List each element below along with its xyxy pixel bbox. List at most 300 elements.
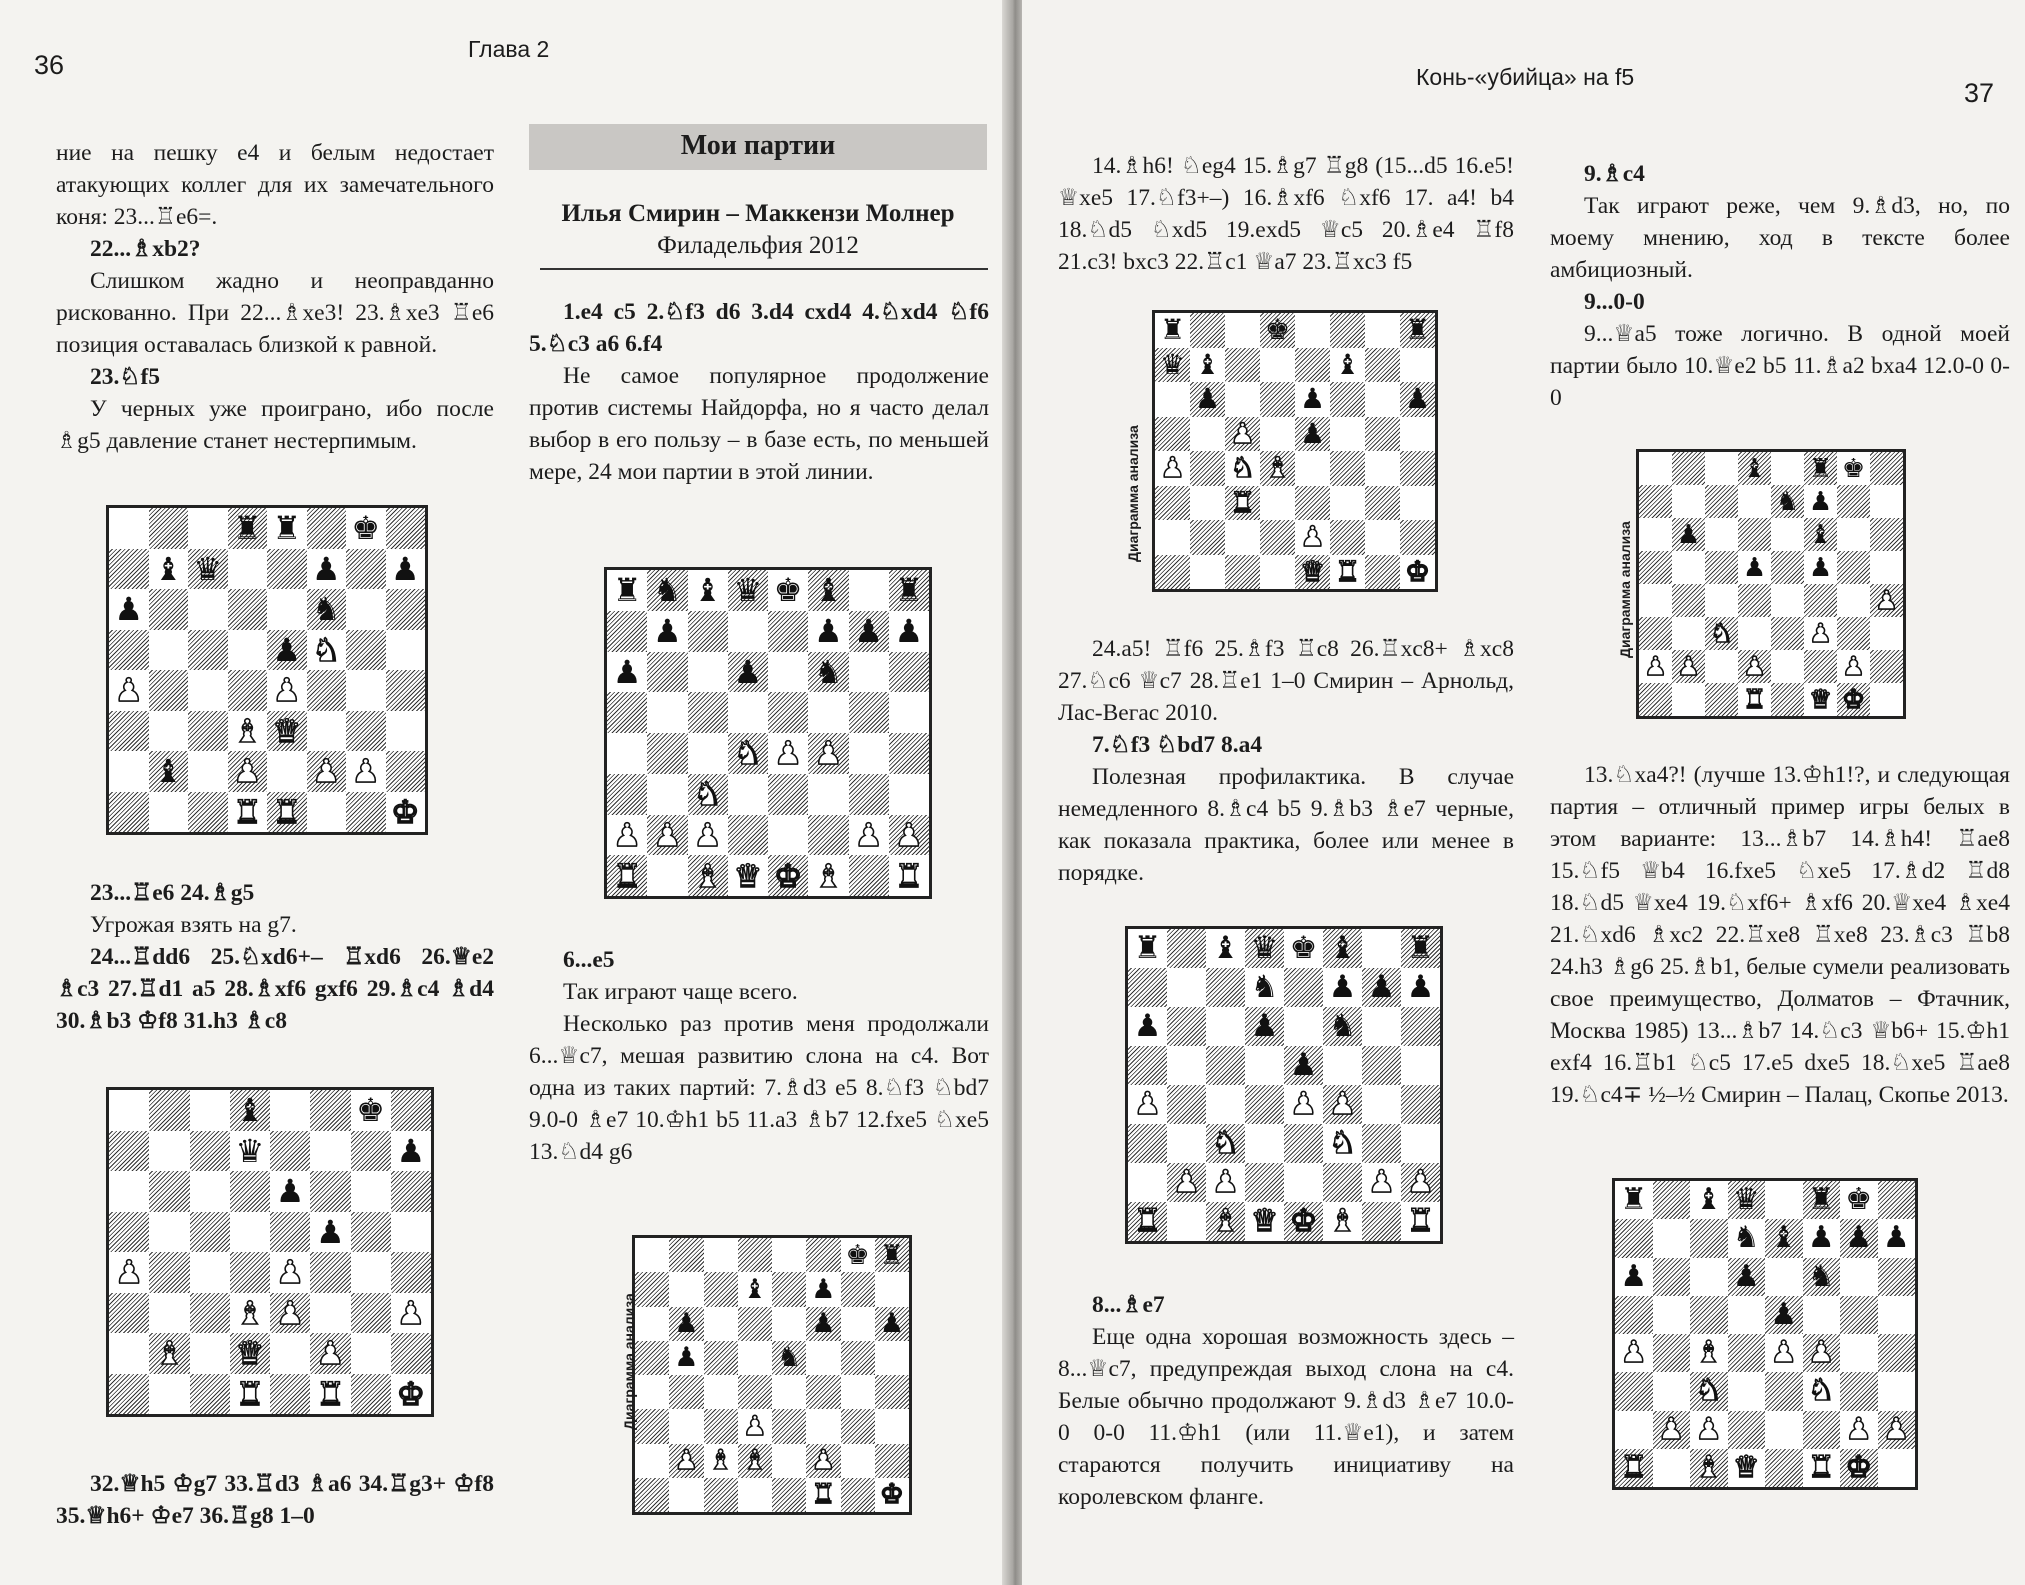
board-square xyxy=(728,570,768,611)
board-square xyxy=(1295,313,1330,348)
move-line: 32.♕h5 ♔g7 33.♖d3 ♗a6 34.♖g3+ ♔f8 35.♕h6+ ♔e7 36.♖g8 1–0 xyxy=(56,1471,494,1529)
board-square xyxy=(738,1375,772,1409)
board-square xyxy=(1837,650,1870,683)
board-square xyxy=(768,692,808,733)
move-line: 24...♖dd6 25.♘xd6+– ♖xd6 26.♕e2 ♗c3 27.♖d1 a5 28.♗xf6 gxf6 29.♗c4 ♗d4 30.♗b3 ♔f8 31.h3 ♗c8 xyxy=(56,944,494,1034)
board-square xyxy=(768,815,808,856)
board-square xyxy=(109,1131,149,1172)
board-square xyxy=(647,692,687,733)
black-pawn-icon: ♟ xyxy=(1882,1220,1910,1256)
board-square xyxy=(1690,1449,1728,1487)
board-square xyxy=(149,549,189,590)
board-square xyxy=(1206,1202,1245,1241)
black-queen-icon: ♛ xyxy=(1732,1182,1760,1218)
board-square xyxy=(1128,1124,1167,1163)
board-square xyxy=(228,751,268,792)
white-pawn-icon: ♟ xyxy=(1770,1335,1798,1371)
board-square xyxy=(1245,968,1284,1007)
left-page xyxy=(0,0,1008,1585)
board-square xyxy=(1837,617,1870,650)
board-square xyxy=(1155,486,1190,521)
board-square xyxy=(1401,1046,1440,1085)
board-square xyxy=(1878,1372,1916,1410)
board-square xyxy=(1870,650,1903,683)
board-square xyxy=(889,855,929,896)
board-square xyxy=(1639,485,1672,518)
board-square xyxy=(1672,617,1705,650)
white-pawn-icon: ♟ xyxy=(272,671,302,710)
right-column-text-1 xyxy=(1058,150,1514,278)
board-square xyxy=(1401,929,1440,968)
white-queen-icon: ♛ xyxy=(235,1334,265,1373)
running-header-right: Конь-«убийца» на f5 xyxy=(1416,64,1635,90)
black-rook-icon: ♜ xyxy=(1620,1182,1648,1218)
board-square xyxy=(669,1444,703,1478)
black-king-icon: ♚ xyxy=(773,571,803,610)
board-grid xyxy=(1128,929,1440,1241)
board-square xyxy=(1362,968,1401,1007)
board-square xyxy=(841,1307,875,1341)
board-square xyxy=(738,1478,772,1512)
board-square xyxy=(1738,485,1771,518)
board-square xyxy=(704,1409,738,1443)
board-square xyxy=(772,1272,806,1306)
board-square xyxy=(307,670,347,711)
black-pawn-icon: ♟ xyxy=(1367,969,1396,1005)
left-column-text-3 xyxy=(56,1468,494,1532)
white-knight-icon: ♞ xyxy=(1695,1373,1723,1409)
white-pawn-icon: ♟ xyxy=(1133,1086,1162,1122)
black-pawn-icon: ♟ xyxy=(1676,519,1701,550)
board-square xyxy=(1837,485,1870,518)
move-line: 23...♖e6 24.♗g5 xyxy=(90,880,255,906)
board-square xyxy=(1639,518,1672,551)
section-title: Мои партии xyxy=(529,124,987,170)
board-square xyxy=(1870,617,1903,650)
board-square xyxy=(1705,683,1738,716)
white-rook-icon: ♜ xyxy=(1334,554,1361,588)
black-pawn-icon: ♟ xyxy=(1404,382,1431,416)
board-square xyxy=(1615,1449,1653,1487)
black-pawn-icon: ♟ xyxy=(894,612,924,651)
black-bishop-icon: ♝ xyxy=(1328,930,1357,966)
board-square xyxy=(1330,313,1365,348)
black-pawn-icon: ♟ xyxy=(1328,969,1357,1005)
white-pawn-icon: ♟ xyxy=(653,815,682,854)
diagram-caption: Диаграмма анализа xyxy=(1617,521,1633,658)
board-square xyxy=(149,589,189,630)
board-square xyxy=(190,1131,230,1172)
board-square xyxy=(1837,584,1870,617)
board-square xyxy=(808,815,848,856)
board-square xyxy=(1690,1296,1728,1334)
board-square xyxy=(190,1374,230,1415)
board-square xyxy=(109,751,149,792)
board-square xyxy=(1362,1046,1401,1085)
board-square xyxy=(1615,1219,1653,1257)
board-square xyxy=(1765,1258,1803,1296)
board-square xyxy=(704,1272,738,1306)
commentary-paragraph: 9...♕a5 тоже логично. В одной моей партии было 10.♕e2 b5 11.♗a2 bxa4 12.0-0 0-0 xyxy=(1550,321,2010,411)
black-pawn-icon: ♟ xyxy=(1845,1220,1873,1256)
board-square xyxy=(1362,1085,1401,1124)
commentary-paragraph: 24.a5! ♖f6 25.♗f3 ♖c8 26.♖xc8+ ♗xc8 27.♘c6 ♕c7 28.♖e1 1–0 Смирин – Арнольд, Лас-Вегас 2010. xyxy=(1058,636,1514,726)
white-pawn-icon: ♟ xyxy=(114,1253,144,1292)
board-square xyxy=(230,1090,270,1131)
white-pawn-icon: ♟ xyxy=(674,1445,699,1477)
board-square xyxy=(728,692,768,733)
board-square xyxy=(270,1171,310,1212)
board-square xyxy=(1362,1124,1401,1163)
board-square xyxy=(230,1131,270,1172)
board-square xyxy=(768,733,808,774)
game-header xyxy=(529,198,987,262)
board-square xyxy=(1245,929,1284,968)
white-king-icon: ♚ xyxy=(1289,1203,1318,1239)
board-square xyxy=(188,630,228,671)
board-square xyxy=(1128,1085,1167,1124)
board-square xyxy=(109,1293,149,1334)
board-square xyxy=(1284,968,1323,1007)
board-square xyxy=(1295,555,1330,590)
board-square xyxy=(768,570,808,611)
board-square xyxy=(188,549,228,590)
board-square xyxy=(647,652,687,693)
white-knight-icon: ♞ xyxy=(1328,1125,1357,1161)
board-square xyxy=(351,1171,391,1212)
board-square xyxy=(768,855,808,896)
white-bishop-icon: ♝ xyxy=(232,711,262,750)
board-grid xyxy=(109,1090,431,1414)
board-square xyxy=(1284,1124,1323,1163)
board-square xyxy=(1837,518,1870,551)
board-square xyxy=(1705,485,1738,518)
board-square xyxy=(188,751,228,792)
black-knight-icon: ♞ xyxy=(1328,1008,1357,1044)
board-square xyxy=(1330,348,1365,383)
white-pawn-icon: ♟ xyxy=(275,1293,305,1332)
board-square xyxy=(1653,1258,1691,1296)
board-square xyxy=(149,670,189,711)
board-square xyxy=(228,589,268,630)
board-square xyxy=(351,1131,391,1172)
board-square xyxy=(806,1409,840,1443)
board-square xyxy=(1190,348,1225,383)
black-bishop-icon: ♝ xyxy=(153,752,183,791)
black-bishop-icon: ♝ xyxy=(235,1091,265,1130)
board-square xyxy=(1295,382,1330,417)
board-square xyxy=(230,1374,270,1415)
board-square xyxy=(1765,1219,1803,1257)
board-square xyxy=(704,1444,738,1478)
board-square xyxy=(607,692,647,733)
board-square xyxy=(1615,1411,1653,1449)
board-square xyxy=(1245,1007,1284,1046)
board-square xyxy=(669,1238,703,1272)
board-square xyxy=(310,1212,350,1253)
black-pawn-icon: ♟ xyxy=(1807,1220,1835,1256)
board-square xyxy=(1615,1296,1653,1334)
white-pawn-icon: ♟ xyxy=(1406,1164,1435,1200)
board-square xyxy=(270,1212,310,1253)
board-square xyxy=(270,1333,310,1374)
board-square xyxy=(607,611,647,652)
white-pawn-icon: ♟ xyxy=(1874,585,1899,616)
board-square xyxy=(647,570,687,611)
white-pawn-icon: ♟ xyxy=(316,1334,345,1373)
black-pawn-icon: ♟ xyxy=(1620,1258,1648,1294)
board-square xyxy=(1225,520,1260,555)
white-bishop-icon: ♝ xyxy=(1695,1449,1723,1485)
white-pawn-icon: ♟ xyxy=(1299,520,1326,554)
board-square xyxy=(109,1252,149,1293)
board-square xyxy=(346,630,386,671)
black-rook-icon: ♜ xyxy=(894,571,924,610)
white-rook-icon: ♜ xyxy=(894,856,924,895)
board-square xyxy=(1295,451,1330,486)
board-square xyxy=(1330,520,1365,555)
black-king-icon: ♚ xyxy=(1841,453,1866,484)
board-square xyxy=(1672,650,1705,683)
board-square xyxy=(1738,683,1771,716)
board-square xyxy=(1672,551,1705,584)
board-square xyxy=(351,1374,391,1415)
board-square xyxy=(351,1212,391,1253)
board-square xyxy=(1653,1449,1691,1487)
board-square xyxy=(738,1272,772,1306)
board-square xyxy=(267,792,307,833)
board-square xyxy=(841,1341,875,1375)
board-square xyxy=(1804,485,1837,518)
move-line: 1.e4 c5 2.♘f3 d6 3.d4 cxd4 4.♘xd4 ♘f6 5.♘c3 a6 6.f4 xyxy=(529,299,989,357)
black-pawn-icon: ♟ xyxy=(674,1342,699,1374)
board-square xyxy=(1323,1085,1362,1124)
board-square xyxy=(386,670,426,711)
board-square xyxy=(1639,617,1672,650)
board-square xyxy=(190,1293,230,1334)
board-square xyxy=(307,792,347,833)
board-square xyxy=(1615,1258,1653,1296)
board-square xyxy=(1878,1449,1916,1487)
board-square xyxy=(1128,968,1167,1007)
black-queen-icon: ♛ xyxy=(1250,930,1279,966)
board-square xyxy=(738,1444,772,1478)
board-square xyxy=(1365,486,1400,521)
white-bishop-icon: ♝ xyxy=(235,1293,265,1332)
board-square xyxy=(1804,650,1837,683)
chess-diagram xyxy=(1636,449,1906,719)
board-square xyxy=(149,1090,189,1131)
black-king-icon: ♚ xyxy=(351,509,381,548)
board-square xyxy=(1690,1219,1728,1257)
board-square xyxy=(307,549,347,590)
board-square xyxy=(1190,486,1225,521)
board-square xyxy=(1803,1411,1841,1449)
game-players: Илья Смирин – Маккензи Молнер xyxy=(561,200,955,227)
board-square xyxy=(310,1171,350,1212)
white-pawn-icon: ♟ xyxy=(1742,651,1767,682)
commentary-paragraph: Еще одна хорошая возможность здесь – 8...♕c7, предупреждая выход слона на c4. Белые обычно продолжают 9.♗d3 ♗e7 10.0-0 0-0 11.♔h1 (или 11.♕e1), и затем стараются получить инициативу на королевском фланге. xyxy=(1058,1324,1514,1510)
commentary-paragraph: 13.♘xa4?! (лучше 13.♔h1!?, и следующая партия – отличный пример игры белых в этом варианте: 13...♗b7 14.♗h4! ♖ae8 15.♘f5 ♕b4 16.fxe5 ♘xe5 17.♗d2 ♖d8 18.♘d5 ♕xe4 19.♘xf6+ ♗xf6 20.♕xe4 ♗xe4 21.♘xd6 ♗xc2 22.♖xe8 ♖xe8 23.♗c3 ♖b8 24.h3 ♗g6 25.♗b1, белые сумели реализовать свое преимущество, Долматов – Фтачник, Москва 1985) 13...♗b7 14.♘c3 ♕b6+ 15.♔h1 exf4 16.♖b1 ♘c5 17.e5 dxe5 18.♘xe5 ♖ae8 19.♘c4∓ ½–½ Смирин – Палац, Скопье 2013. xyxy=(1550,762,2010,1108)
white-queen-icon: ♛ xyxy=(1808,684,1833,715)
board-square xyxy=(1840,1449,1878,1487)
white-pawn-icon: ♟ xyxy=(1643,651,1668,682)
board-grid xyxy=(1615,1181,1915,1487)
white-bishop-icon: ♝ xyxy=(742,1445,767,1477)
board-square xyxy=(1765,1296,1803,1334)
board-square xyxy=(1840,1219,1878,1257)
board-square xyxy=(1365,382,1400,417)
board-square xyxy=(1672,683,1705,716)
board-square xyxy=(228,792,268,833)
board-square xyxy=(109,508,149,549)
board-square xyxy=(1878,1411,1916,1449)
board-square xyxy=(1155,417,1190,452)
board-square xyxy=(149,1293,189,1334)
black-rook-icon: ♜ xyxy=(1807,1182,1835,1218)
board-square xyxy=(228,670,268,711)
black-bishop-icon: ♝ xyxy=(742,1273,767,1305)
board-square xyxy=(190,1090,230,1131)
board-square xyxy=(889,774,929,815)
board-square xyxy=(875,1341,909,1375)
board-square xyxy=(1878,1258,1916,1296)
board-square xyxy=(1771,551,1804,584)
board-square xyxy=(1365,313,1400,348)
black-pawn-icon: ♟ xyxy=(814,612,843,651)
board-square xyxy=(607,774,647,815)
board-square xyxy=(1728,1219,1766,1257)
board-square xyxy=(1738,584,1771,617)
board-square xyxy=(849,611,889,652)
black-knight-icon: ♞ xyxy=(653,571,682,610)
board-square xyxy=(1295,417,1330,452)
black-pawn-icon: ♟ xyxy=(612,652,642,691)
board-square xyxy=(1738,617,1771,650)
board-square xyxy=(772,1409,806,1443)
board-square xyxy=(647,815,687,856)
board-square xyxy=(1639,584,1672,617)
board-square xyxy=(228,711,268,752)
white-pawn-icon: ♟ xyxy=(1807,1335,1835,1371)
board-square xyxy=(772,1375,806,1409)
board-square xyxy=(669,1478,703,1512)
commentary-paragraph: Несколько раз против меня продолжали 6...♕c7, мешая развитию слона на c4. Вот одна из таких партий: 7.♗d3 e5 8.♘f3 ♘bd7 9.0-0 ♗e7 10.♔h1 b5 11.a3 ♗b7 12.fxe5 ♘xe5 13.♘d4 g6 xyxy=(529,1011,989,1165)
black-pawn-icon: ♟ xyxy=(733,652,763,691)
board-square xyxy=(1206,1085,1245,1124)
board-square xyxy=(346,670,386,711)
board-square xyxy=(1323,1007,1362,1046)
board-grid xyxy=(1155,313,1435,589)
board-square xyxy=(109,792,149,833)
white-rook-icon: ♜ xyxy=(272,792,302,831)
board-square xyxy=(688,652,728,693)
board-square xyxy=(1771,617,1804,650)
board-square xyxy=(738,1409,772,1443)
board-square xyxy=(688,692,728,733)
black-pawn-icon: ♟ xyxy=(1808,552,1833,583)
board-square xyxy=(1206,1124,1245,1163)
board-square xyxy=(1167,1202,1206,1241)
black-knight-icon: ♞ xyxy=(1250,969,1279,1005)
board-square xyxy=(149,1333,189,1374)
white-queen-icon: ♛ xyxy=(1299,554,1326,588)
white-king-icon: ♚ xyxy=(1404,554,1431,588)
white-queen-icon: ♛ xyxy=(733,856,763,895)
board-square xyxy=(307,508,347,549)
white-pawn-icon: ♟ xyxy=(1172,1164,1201,1200)
board-square xyxy=(1705,551,1738,584)
move-line: 9.♗c4 xyxy=(1584,161,1645,187)
chess-diagram xyxy=(1612,1178,1918,1490)
board-square xyxy=(772,1238,806,1272)
board-square xyxy=(386,792,426,833)
board-square xyxy=(230,1333,270,1374)
black-knight-icon: ♞ xyxy=(311,590,341,629)
black-pawn-icon: ♟ xyxy=(1732,1258,1760,1294)
black-bishop-icon: ♝ xyxy=(153,549,183,588)
right-page xyxy=(1022,0,2025,1585)
board-square xyxy=(230,1171,270,1212)
board-square xyxy=(635,1409,669,1443)
board-square xyxy=(1260,555,1295,590)
board-square xyxy=(1245,1163,1284,1202)
board-square xyxy=(738,1307,772,1341)
board-square xyxy=(1155,348,1190,383)
white-pawn-icon: ♟ xyxy=(1676,651,1701,682)
board-square xyxy=(806,1272,840,1306)
board-square xyxy=(310,1252,350,1293)
black-king-icon: ♚ xyxy=(1845,1182,1873,1218)
board-square xyxy=(1401,968,1440,1007)
board-square xyxy=(1284,1007,1323,1046)
black-pawn-icon: ♟ xyxy=(1406,969,1435,1005)
black-pawn-icon: ♟ xyxy=(272,630,302,669)
board-square xyxy=(1245,1202,1284,1241)
board-square xyxy=(230,1212,270,1253)
black-bishop-icon: ♝ xyxy=(1334,347,1361,381)
black-bishop-icon: ♝ xyxy=(1194,347,1221,381)
board-square xyxy=(1206,1163,1245,1202)
board-square xyxy=(1672,485,1705,518)
board-square xyxy=(1728,1449,1766,1487)
board-square xyxy=(1365,555,1400,590)
white-rook-icon: ♜ xyxy=(612,856,642,895)
board-square xyxy=(875,1478,909,1512)
board-square xyxy=(688,611,728,652)
board-square xyxy=(310,1090,350,1131)
board-square xyxy=(1804,584,1837,617)
white-queen-icon: ♛ xyxy=(1732,1449,1760,1485)
board-square xyxy=(1206,1007,1245,1046)
board-square xyxy=(808,774,848,815)
white-rook-icon: ♜ xyxy=(1133,1203,1162,1239)
board-square xyxy=(635,1478,669,1512)
black-pawn-icon: ♟ xyxy=(1299,382,1326,416)
black-pawn-icon: ♟ xyxy=(390,549,420,588)
board-square xyxy=(607,570,647,611)
board-square xyxy=(1870,683,1903,716)
board-square xyxy=(270,1131,310,1172)
board-square xyxy=(1803,1219,1841,1257)
board-square xyxy=(1639,452,1672,485)
white-pawn-icon: ♟ xyxy=(854,815,883,854)
black-pawn-icon: ♟ xyxy=(811,1308,836,1340)
white-bishop-icon: ♝ xyxy=(1328,1203,1357,1239)
white-pawn-icon: ♟ xyxy=(894,815,924,854)
board-square xyxy=(875,1238,909,1272)
board-square xyxy=(841,1272,875,1306)
